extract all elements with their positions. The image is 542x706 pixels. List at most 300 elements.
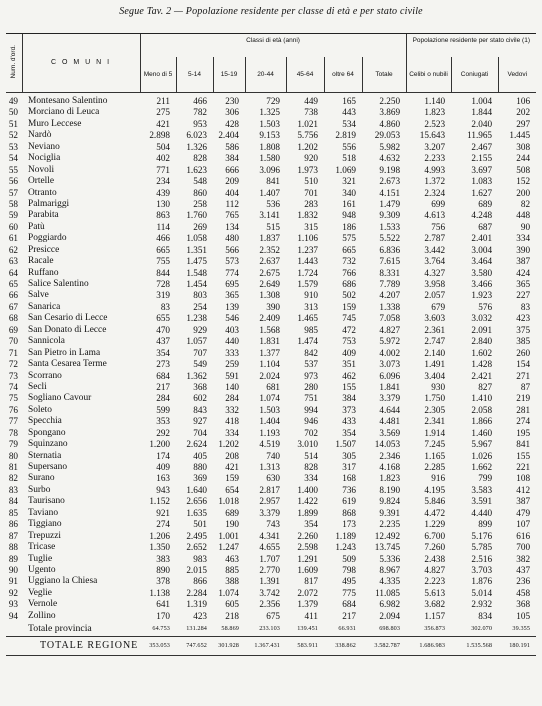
cell-value: 536 [266, 198, 280, 209]
cell-value: 236 [516, 576, 531, 587]
table-row [6, 359, 536, 370]
cell-value: 1.475 [186, 256, 207, 267]
cell-value: 1.325 [259, 107, 280, 118]
cell-value: 2.817 [259, 484, 280, 495]
cell-value: 105 [516, 610, 531, 621]
cell-value: 765 [225, 210, 239, 221]
cell-value: 333 [225, 347, 239, 358]
table-row [6, 416, 536, 427]
cell-value: 4.168 [379, 462, 401, 472]
cell-value: 1.018 [218, 496, 239, 507]
table-row [6, 371, 536, 382]
cell-value: 15.643 [419, 130, 446, 141]
cell-value: 495 [342, 576, 356, 587]
cell-value: 2.523 [424, 118, 446, 129]
cell-value: 1.229 [424, 519, 446, 530]
cell-value: 2.421 [471, 370, 493, 381]
cell-value: 259 [225, 359, 239, 370]
row-number: 93 [8, 599, 18, 610]
cell-value: 756 [431, 221, 446, 232]
cell-value: 868 [342, 507, 356, 518]
cell-value: 728 [156, 279, 170, 289]
cell-value: 1.001 [218, 530, 239, 541]
cell-value: 5.176 [471, 530, 493, 541]
cell-value: 1.338 [379, 301, 401, 312]
comune-name: Presicce [28, 244, 60, 255]
cell-value: 1.662 [471, 462, 493, 472]
cell-value: 3.404 [424, 370, 446, 381]
cell-value: 1.026 [471, 450, 493, 461]
cell-value: 1.138 [149, 587, 170, 598]
cell-value: 1.876 [471, 576, 493, 587]
cell-value: 1.391 [259, 576, 280, 587]
cell-value: 2.409 [259, 313, 280, 324]
cell-value: 702 [304, 427, 318, 438]
table-row [6, 405, 536, 416]
cell-value: 953 [193, 118, 207, 129]
cell-value: 385 [516, 336, 531, 347]
cell-value: 4.195 [424, 484, 446, 495]
comune-name: Taurisano [28, 496, 65, 507]
cell-value: 5.785 [471, 542, 493, 553]
cell-value: 1.823 [379, 473, 401, 484]
cell-value: 1.247 [218, 542, 239, 553]
comune-name: Poggiardo [28, 233, 67, 244]
table-row [6, 165, 536, 176]
cell-value: 1.362 [186, 370, 207, 381]
cell-value: 354 [304, 519, 318, 530]
cell-value: 4.993 [424, 164, 446, 175]
cell-value: 921 [156, 507, 170, 518]
table-row [6, 428, 536, 439]
cell-value: 916 [431, 473, 446, 484]
total-label: Totale provincia [28, 623, 92, 635]
cell-value: 591 [225, 370, 239, 381]
cell-value: 2.404 [218, 130, 239, 141]
cell-value: 575 [342, 233, 356, 244]
cell-value: 556 [342, 141, 356, 152]
cell-value: 274 [156, 519, 170, 530]
cell-value: 766 [342, 267, 356, 278]
cell-value: 504 [156, 141, 170, 152]
cell-value: 306 [225, 107, 239, 118]
header-col-3: 20-44 [245, 57, 286, 93]
cell-value: 616 [516, 530, 531, 541]
comune-name: Palmariggi [28, 198, 70, 209]
comune-name: Racale [28, 256, 54, 267]
cell-value: 1.866 [471, 416, 493, 427]
comune-name: Sternatia [28, 450, 62, 461]
cell-value: 1.491 [424, 359, 446, 370]
cell-value: 409 [342, 347, 356, 358]
cell-value: 1.074 [218, 587, 239, 598]
table-row [6, 233, 536, 244]
cell-value: 1.844 [471, 107, 493, 118]
cell-value: 576 [478, 301, 493, 312]
row-number: 86 [8, 519, 18, 530]
cell-value: 423 [516, 313, 531, 324]
cell-value: 4.481 [379, 416, 401, 427]
cell-value: 1.104 [259, 359, 280, 370]
row-number: 69 [8, 324, 18, 335]
cell-value: 412 [516, 484, 531, 495]
comune-name: Sanarica [28, 301, 61, 312]
cell-value: 1.206 [149, 530, 170, 541]
total-value: 338.862 [324, 637, 362, 656]
comune-name: Trepuzzi [28, 530, 61, 541]
cell-value: 387 [516, 256, 531, 267]
comune-name: Santa Cesarea Terme [28, 359, 107, 370]
table-row [6, 519, 536, 530]
cell-value: 1.106 [297, 233, 318, 244]
cell-value: 745 [342, 313, 356, 324]
cell-value: 470 [156, 324, 170, 335]
cell-value: 284 [156, 393, 170, 404]
table-title: Segue Tav. 2 — Popolazione residente per classe di età e per stato civile [119, 6, 423, 17]
row-number: 76 [8, 404, 18, 415]
cell-value: 1.841 [379, 381, 401, 392]
row-number: 91 [8, 576, 18, 587]
cell-value: 2.091 [471, 324, 493, 335]
cell-value: 2.356 [259, 599, 280, 610]
cell-value: 155 [342, 381, 356, 392]
cell-value: 6.982 [379, 599, 401, 610]
cell-value: 1.533 [379, 221, 401, 232]
cell-value: 4.827 [424, 564, 446, 575]
cell-value: 983 [193, 553, 207, 564]
table-row [6, 485, 536, 496]
cell-value: 140 [225, 381, 239, 392]
cell-value: 1.410 [471, 393, 493, 404]
comune-name: Surbo [28, 484, 51, 495]
table-row [6, 531, 536, 542]
cell-value: 319 [156, 290, 170, 301]
cell-value: 1.445 [509, 130, 531, 141]
cell-value: 168 [342, 473, 356, 484]
cell-value: 885 [225, 564, 239, 575]
comune-name: Parabita [28, 210, 59, 221]
cell-value: 4.827 [379, 324, 401, 335]
total-value: 180.191 [498, 637, 536, 656]
cell-value: 405 [193, 450, 207, 461]
table-row [6, 188, 536, 199]
cell-value: 3.379 [379, 393, 401, 404]
cell-value: 514 [304, 450, 318, 461]
cell-value: 586 [225, 141, 239, 152]
cell-value: 1.152 [149, 496, 170, 507]
cell-value: 1.165 [424, 450, 446, 461]
cell-value: 666 [225, 164, 239, 175]
cell-value: 5.972 [379, 336, 401, 347]
cell-value: 743 [266, 519, 280, 530]
cell-value: 305 [342, 450, 356, 461]
comune-name: Novoli [28, 164, 55, 175]
row-number: 53 [8, 141, 18, 152]
cell-value: 6.836 [379, 244, 401, 255]
cell-value: 332 [225, 404, 239, 415]
row-number: 77 [8, 416, 18, 427]
cell-value: 5.967 [471, 439, 493, 450]
cell-value: 463 [225, 553, 239, 564]
comune-name: Spongano [28, 427, 66, 438]
cell-value: 973 [304, 370, 318, 381]
table-row [6, 439, 536, 450]
row-number: 63 [8, 256, 18, 267]
cell-value: 1.189 [335, 530, 356, 541]
cell-value: 403 [225, 324, 239, 335]
cell-value: 2.040 [471, 118, 493, 129]
cell-value: 701 [304, 187, 318, 198]
comune-name: Sogliano Cavour [28, 393, 92, 404]
cell-value: 479 [516, 507, 531, 518]
cell-value: 1.069 [335, 164, 356, 175]
cell-value: 948 [342, 210, 356, 221]
cell-value: 534 [342, 118, 356, 129]
cell-value: 2.637 [259, 256, 280, 267]
cell-value: 1.400 [297, 484, 318, 495]
cell-value: 799 [478, 473, 493, 484]
cell-value: 842 [304, 347, 318, 358]
cell-value: 383 [156, 553, 170, 564]
header-col-8: Coniugati [451, 57, 498, 93]
table-row [6, 611, 536, 622]
cell-value: 2.598 [297, 542, 318, 553]
cell-value: 699 [431, 198, 446, 209]
cell-value: 910 [304, 290, 318, 301]
cell-value: 163 [156, 473, 170, 484]
cell-value: 139 [225, 301, 239, 312]
total-value: 698.803 [379, 625, 401, 633]
cell-value: 1.823 [424, 107, 446, 118]
table-row [6, 130, 536, 141]
cell-value: 1.832 [297, 210, 318, 221]
cell-value: 1.460 [471, 427, 493, 438]
cell-value: 368 [193, 381, 207, 392]
table-row [6, 268, 536, 279]
cell-value: 12.492 [374, 530, 401, 541]
cell-value: 1.503 [259, 118, 280, 129]
cell-value: 946 [304, 416, 318, 427]
table-row [6, 210, 536, 221]
table-row [6, 393, 536, 404]
row-number: 66 [8, 290, 18, 301]
cell-value: 90 [520, 221, 531, 232]
cell-value: 3.742 [259, 587, 280, 598]
header-num-ord: Num. d'ord. [6, 34, 22, 93]
table-row [6, 473, 536, 484]
comune-name: Neviano [28, 141, 60, 152]
cell-value: 4.335 [379, 576, 401, 587]
cell-value: 411 [304, 610, 318, 621]
cell-value: 173 [342, 519, 356, 530]
row-number: 51 [8, 118, 18, 129]
cell-value: 866 [193, 576, 207, 587]
table-row [6, 176, 536, 187]
total-label: TOTALE REGIONE [22, 637, 140, 656]
cell-value: 1.404 [259, 416, 280, 427]
total-value: 39.355 [512, 625, 531, 633]
cell-value: 217 [342, 610, 356, 621]
row-number: 56 [8, 176, 18, 187]
cell-value: 2.250 [379, 96, 401, 106]
comune-name: Salice Salentino [28, 279, 89, 289]
cell-value: 321 [342, 176, 356, 187]
cell-value: 1.568 [259, 324, 280, 335]
cell-value: 114 [156, 221, 170, 232]
cell-value: 1.377 [259, 347, 280, 358]
comune-name: Sannicola [28, 336, 65, 347]
cell-value: 462 [342, 370, 356, 381]
cell-value: 297 [516, 118, 531, 129]
cell-value: 774 [225, 267, 239, 278]
cell-value: 274 [516, 416, 531, 427]
header-comuni: C O M U N I [22, 34, 140, 93]
table-row [6, 279, 536, 290]
cell-value: 2.223 [424, 576, 446, 587]
row-number: 81 [8, 462, 18, 472]
cell-value: 424 [516, 267, 531, 278]
cell-value: 384 [342, 393, 356, 404]
cell-value: 354 [342, 427, 356, 438]
cell-value: 755 [156, 256, 170, 267]
cell-value: 130 [156, 198, 170, 209]
cell-value: 7.615 [379, 256, 401, 267]
cell-value: 3.580 [471, 267, 493, 278]
total-value: 301.928 [213, 637, 245, 656]
cell-value: 221 [516, 462, 531, 472]
cell-value: 751 [304, 393, 318, 404]
total-value: 747.652 [176, 637, 213, 656]
cell-value: 2.516 [471, 553, 493, 564]
cell-value: 927 [193, 416, 207, 427]
cell-value: 798 [342, 564, 356, 575]
cell-value: 684 [342, 599, 356, 610]
cell-value: 2.438 [424, 553, 446, 564]
row-number: 55 [8, 164, 18, 175]
header-col-7: Celibi o nubili [406, 57, 451, 93]
cell-value: 2.361 [424, 324, 446, 335]
cell-value: 283 [304, 198, 318, 209]
cell-value: 387 [516, 496, 531, 507]
table-row [6, 462, 536, 473]
cell-value: 1.503 [259, 404, 280, 415]
cell-value: 549 [193, 359, 207, 370]
cell-value: 2.285 [424, 462, 446, 472]
cell-value: 1.609 [297, 564, 318, 575]
table-row [6, 245, 536, 256]
total-value: 353.053 [140, 637, 176, 656]
cell-value: 315 [304, 221, 318, 232]
header-col-2: 15-19 [213, 57, 245, 93]
cell-value: 353 [156, 416, 170, 427]
cell-value: 834 [478, 610, 493, 621]
cell-value: 1.602 [471, 347, 493, 358]
comune-name: Uggiano la Chiesa [28, 576, 98, 587]
cell-value: 9.198 [379, 164, 401, 175]
cell-value: 230 [225, 96, 239, 106]
cell-value: 5.014 [471, 587, 493, 598]
cell-value: 860 [193, 187, 207, 198]
row-number: 50 [8, 107, 18, 118]
cell-value: 687 [478, 221, 493, 232]
cell-value: 1.004 [471, 96, 493, 106]
cell-value: 929 [193, 324, 207, 335]
cell-value: 6.023 [186, 130, 207, 141]
cell-value: 3.958 [424, 279, 446, 289]
table-row [6, 107, 536, 118]
cell-value: 689 [478, 198, 493, 209]
cell-value: 7.789 [379, 279, 401, 289]
cell-value: 2.094 [379, 610, 401, 621]
row-number: 94 [8, 610, 18, 621]
cell-value: 351 [342, 359, 356, 370]
cell-value: 161 [342, 198, 356, 209]
cell-value: 3.442 [424, 244, 446, 255]
cell-value: 4.207 [379, 290, 401, 301]
cell-value: 368 [516, 599, 531, 610]
cell-value: 2.673 [379, 176, 401, 187]
cell-value: 7.058 [379, 313, 401, 324]
row-number: 84 [8, 496, 18, 507]
cell-value: 1.057 [186, 336, 207, 347]
comune-name: Tiggiano [28, 519, 62, 530]
cell-value: 271 [516, 370, 531, 381]
cell-value: 155 [516, 450, 531, 461]
row-number: 52 [8, 130, 18, 141]
cell-value: 515 [266, 221, 280, 232]
row-number: 92 [8, 587, 18, 598]
cell-value: 4.151 [379, 187, 401, 198]
cell-value: 655 [156, 313, 170, 324]
comune-name: Morciano di Leuca [28, 107, 100, 118]
cell-value: 548 [193, 176, 207, 187]
cell-value: 689 [225, 507, 239, 518]
cell-value: 13.745 [374, 542, 401, 553]
cell-value: 159 [225, 473, 239, 484]
row-number: 87 [8, 530, 18, 541]
comune-name: Nociglia [28, 153, 61, 164]
cell-value: 1.465 [297, 313, 318, 324]
cell-value: 5.522 [379, 233, 401, 244]
cell-value: 1.973 [297, 164, 318, 175]
cell-value: 6.700 [424, 530, 446, 541]
cell-value: 740 [266, 450, 280, 461]
cell-value: 619 [342, 496, 356, 507]
cell-value: 3.004 [471, 244, 493, 255]
cell-value: 2.649 [259, 279, 280, 289]
table-row [6, 119, 536, 130]
total-value: 139.451 [297, 625, 318, 633]
row-number: 62 [8, 244, 18, 255]
cell-value: 472 [342, 324, 356, 335]
cell-value: 375 [516, 324, 531, 335]
row-number: 65 [8, 279, 18, 289]
row-number: 80 [8, 450, 18, 461]
cell-value: 390 [266, 301, 280, 312]
table-row [6, 290, 536, 301]
total-value: 3.582.787 [362, 637, 406, 656]
header-classi-eta: Classi di età (anni) [140, 34, 406, 57]
cell-value: 753 [342, 336, 356, 347]
cell-value: 2.015 [186, 564, 207, 575]
cell-value: 880 [193, 462, 207, 472]
cell-value: 2.346 [379, 450, 401, 461]
cell-value: 8.331 [379, 267, 401, 278]
row-number: 64 [8, 267, 18, 278]
cell-value: 508 [516, 164, 531, 175]
cell-value: 1.914 [424, 427, 446, 438]
comune-name: Tricase [28, 542, 56, 553]
